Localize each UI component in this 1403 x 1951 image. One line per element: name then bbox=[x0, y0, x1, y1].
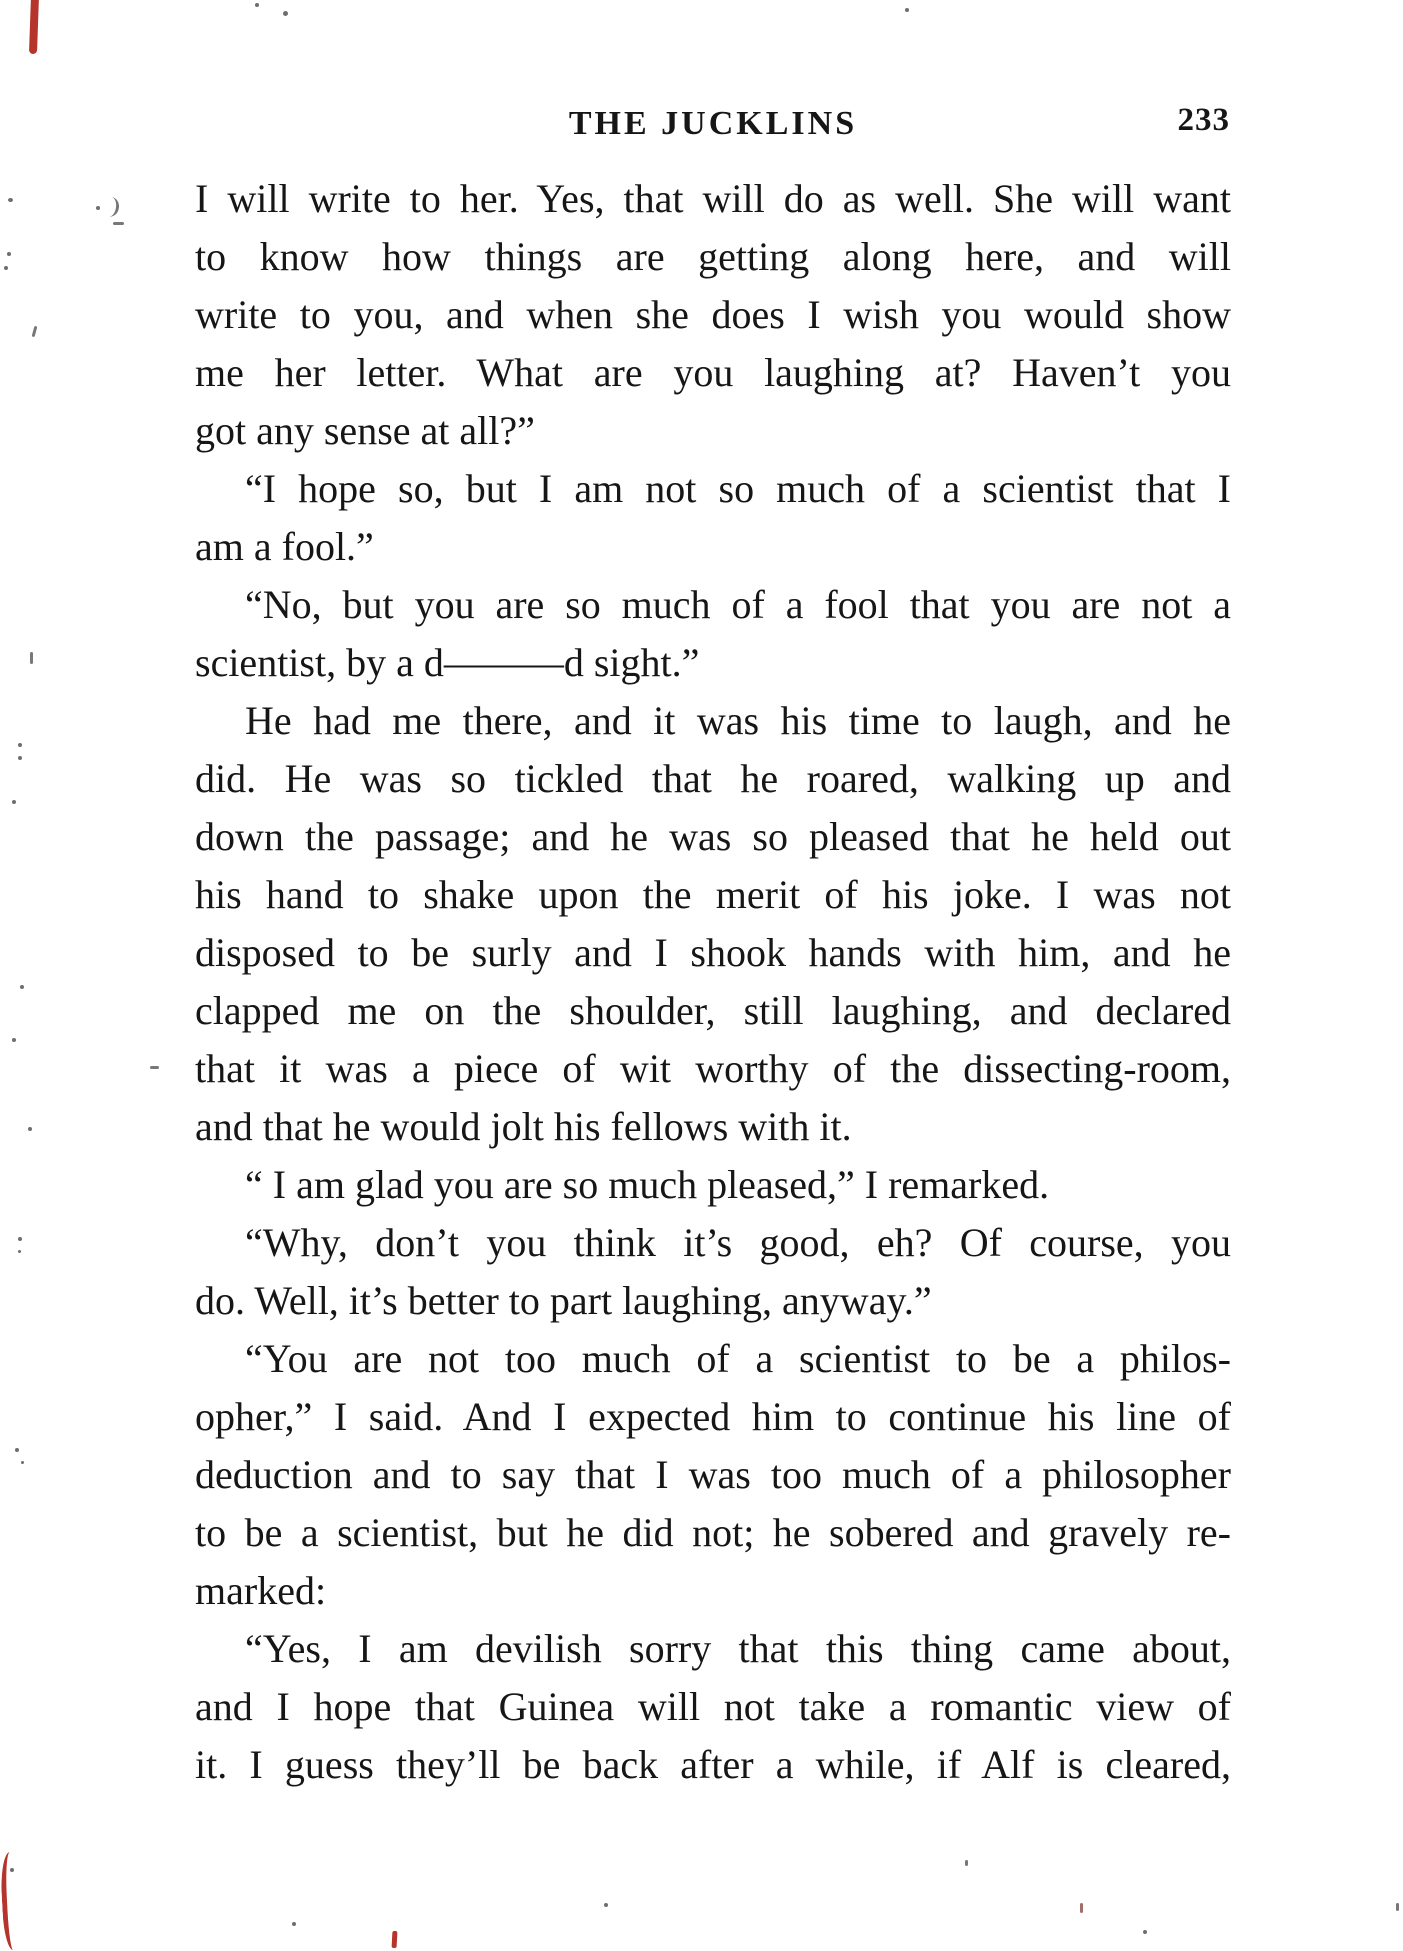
text-line: “ I am glad you are so much pleased,” I remarked. bbox=[245, 1162, 1050, 1207]
text-line: am a fool.” bbox=[195, 524, 374, 569]
ink-speck bbox=[30, 652, 33, 664]
text-line: “Why, don’t you think it’s good, eh? Of course, you bbox=[245, 1220, 1231, 1265]
text-line: do. Well, it’s better to part laughing, anyway.” bbox=[195, 1278, 932, 1323]
ink-speck bbox=[292, 1922, 296, 1926]
ink-speck bbox=[905, 8, 909, 12]
ink-speck bbox=[1143, 1930, 1147, 1934]
ink-speck bbox=[604, 1903, 608, 1907]
body-text bbox=[195, 170, 1231, 1794]
text-line: disposed to be surly and I shook hands with him, and he bbox=[195, 930, 1231, 975]
text-line: and that he would jolt his fellows with it. bbox=[195, 1104, 852, 1149]
ink-speck bbox=[21, 1461, 24, 1464]
ink-speck bbox=[28, 1127, 32, 1131]
text-line: “Yes, I am devilish sorry that this thing came about, bbox=[245, 1626, 1231, 1671]
text-line: did. He was so tickled that he roared, walking up and bbox=[195, 756, 1231, 801]
ink-speck bbox=[10, 1868, 14, 1872]
text-line: and I hope that Guinea will not take a romantic view of bbox=[195, 1684, 1231, 1729]
text-line: marked: bbox=[195, 1568, 327, 1613]
page-number: 233 bbox=[1177, 102, 1230, 138]
text-line: write to you, and when she does I wish you would show bbox=[195, 292, 1231, 337]
text-line: got any sense at all?” bbox=[195, 408, 535, 453]
ink-speck bbox=[1080, 1903, 1083, 1913]
ink-speck bbox=[113, 222, 124, 225]
text-line: clapped me on the shoulder, still laughing, and declared bbox=[195, 988, 1231, 1033]
ink-speck bbox=[32, 326, 38, 337]
red-edge-mark-bottom-left bbox=[0, 1852, 24, 1951]
text-line: down the passage; and he was so pleased that he held out bbox=[195, 814, 1231, 859]
text-line: opher,” I said. And I expected him to continue his line of bbox=[195, 1394, 1231, 1439]
red-edge-mark-top-left bbox=[29, 0, 39, 54]
ink-speck bbox=[18, 743, 22, 747]
text-line: deduction and to say that I was too much of a philosopher bbox=[195, 1452, 1231, 1497]
ink-speck bbox=[103, 196, 121, 218]
text-line: “You are not too much of a scientist to be a philos- bbox=[245, 1336, 1231, 1381]
red-tick-bottom-center bbox=[392, 1931, 398, 1948]
text-line: I will write to her. Yes, that will do as well. She will want bbox=[195, 176, 1231, 221]
ink-speck bbox=[7, 252, 11, 256]
ink-speck bbox=[8, 198, 13, 202]
ink-speck bbox=[20, 985, 24, 989]
ink-speck bbox=[18, 1250, 21, 1253]
ink-speck bbox=[1396, 1903, 1399, 1911]
ink-speck bbox=[965, 1860, 968, 1866]
text-line: that it was a piece of wit worthy of the dissecting-room, bbox=[195, 1046, 1231, 1091]
ink-speck bbox=[255, 3, 259, 7]
text-line: to be a scientist, but he did not; he sobered and gravely re- bbox=[195, 1510, 1231, 1555]
text-line: me her letter. What are you laughing at? Haven’t you bbox=[195, 350, 1231, 395]
text-line: “No, but you are so much of a fool that you are not a bbox=[245, 582, 1231, 627]
text-line: He had me there, and it was his time to laugh, and he bbox=[245, 698, 1231, 743]
text-line: it. I guess they’ll be back after a while, if Alf is cleared, bbox=[195, 1742, 1231, 1787]
running-title: THE JUCKLINS bbox=[568, 105, 858, 142]
ink-speck bbox=[12, 800, 16, 804]
text-line: to know how things are getting along here, and will bbox=[195, 234, 1231, 279]
ink-speck bbox=[150, 1066, 159, 1069]
ink-speck bbox=[283, 11, 288, 16]
ink-speck bbox=[96, 206, 100, 210]
text-line: his hand to shake upon the merit of his joke. I was not bbox=[195, 872, 1231, 917]
text-line: scientist, by a d———d sight.” bbox=[195, 640, 700, 685]
ink-speck bbox=[15, 1448, 19, 1452]
ink-speck bbox=[18, 756, 22, 760]
ink-speck bbox=[18, 1237, 22, 1241]
ink-speck bbox=[12, 1038, 16, 1042]
text-line: “I hope so, but I am not so much of a scientist that I bbox=[245, 466, 1231, 511]
ink-speck bbox=[4, 266, 8, 270]
